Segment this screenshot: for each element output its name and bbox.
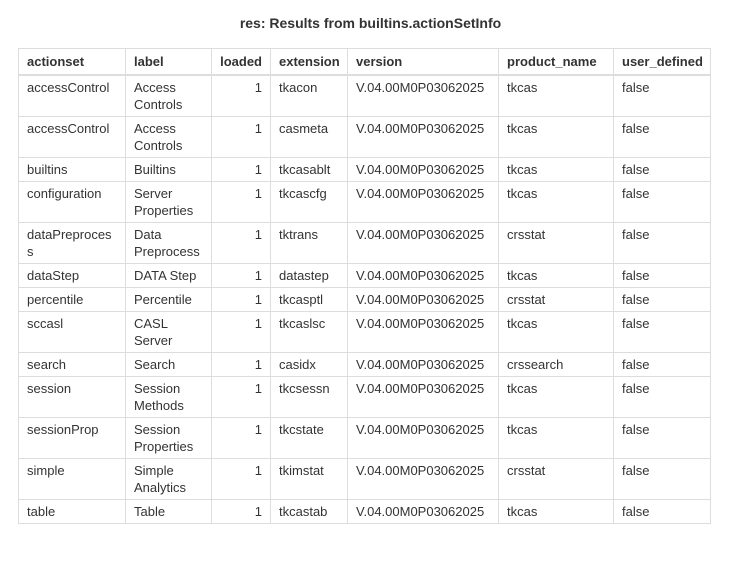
cell-actionset: accessControl	[19, 117, 126, 158]
cell-label: Data Preprocess	[126, 223, 212, 264]
column-header-label: label	[126, 49, 212, 76]
cell-version: V.04.00M0P03062025	[348, 288, 499, 312]
table-row	[19, 75, 711, 117]
cell-version: V.04.00M0P03062025	[348, 500, 499, 524]
cell-version: V.04.00M0P03062025	[348, 353, 499, 377]
column-header-user_defined: user_defined	[614, 49, 711, 76]
cell-label: Server Properties	[126, 182, 212, 223]
cell-product_name: tkcas	[499, 312, 614, 353]
cell-user_defined: false	[614, 500, 711, 524]
cell-product_name: crsstat	[499, 288, 614, 312]
cell-extension: casidx	[271, 353, 348, 377]
cell-version: V.04.00M0P03062025	[348, 459, 499, 500]
actionsetinfo-table	[18, 48, 711, 524]
cell-actionset: accessControl	[19, 75, 126, 117]
cell-loaded: 1	[212, 158, 271, 182]
cell-version: V.04.00M0P03062025	[348, 223, 499, 264]
column-header-product_name: product_name	[499, 49, 614, 76]
table-body	[19, 75, 711, 524]
cell-label: Session Properties	[126, 418, 212, 459]
column-header-loaded: loaded	[212, 49, 271, 76]
table-row	[19, 312, 711, 353]
cell-user_defined: false	[614, 75, 711, 117]
cell-label: Access Controls	[126, 117, 212, 158]
cell-loaded: 1	[212, 377, 271, 418]
cell-version: V.04.00M0P03062025	[348, 418, 499, 459]
column-header-version: version	[348, 49, 499, 76]
cell-user_defined: false	[614, 117, 711, 158]
cell-extension: tkimstat	[271, 459, 348, 500]
table-header	[19, 49, 711, 76]
table-row	[19, 353, 711, 377]
table-row	[19, 418, 711, 459]
cell-product_name: tkcas	[499, 500, 614, 524]
cell-user_defined: false	[614, 264, 711, 288]
cell-actionset: session	[19, 377, 126, 418]
cell-product_name: tkcas	[499, 75, 614, 117]
cell-extension: tkcastab	[271, 500, 348, 524]
cell-actionset: percentile	[19, 288, 126, 312]
table-row	[19, 223, 711, 264]
cell-extension: tkcaslsc	[271, 312, 348, 353]
table-row	[19, 117, 711, 158]
cell-label: CASL Server	[126, 312, 212, 353]
table-header-row	[19, 49, 711, 76]
cell-extension: casmeta	[271, 117, 348, 158]
table-row	[19, 182, 711, 223]
cell-product_name: tkcas	[499, 117, 614, 158]
cell-label: Builtins	[126, 158, 212, 182]
cell-loaded: 1	[212, 117, 271, 158]
cell-extension: tkacon	[271, 75, 348, 117]
cell-version: V.04.00M0P03062025	[348, 75, 499, 117]
cell-extension: tkcsessn	[271, 377, 348, 418]
cell-actionset: sccasl	[19, 312, 126, 353]
cell-product_name: crssearch	[499, 353, 614, 377]
results-title: res: Results from builtins.actionSetInfo	[239, 15, 502, 31]
cell-product_name: tkcas	[499, 182, 614, 223]
cell-actionset: dataPreprocess	[19, 223, 126, 264]
column-header-actionset: actionset	[19, 49, 126, 76]
cell-loaded: 1	[212, 500, 271, 524]
table-row	[19, 459, 711, 500]
cell-version: V.04.00M0P03062025	[348, 117, 499, 158]
table-row	[19, 500, 711, 524]
table-row	[19, 377, 711, 418]
cell-product_name: crsstat	[499, 223, 614, 264]
cell-user_defined: false	[614, 182, 711, 223]
cell-label: Simple Analytics	[126, 459, 212, 500]
cell-label: Session Methods	[126, 377, 212, 418]
cell-extension: tkcasablt	[271, 158, 348, 182]
cell-product_name: tkcas	[499, 264, 614, 288]
cell-user_defined: false	[614, 377, 711, 418]
cell-version: V.04.00M0P03062025	[348, 377, 499, 418]
cell-product_name: tkcas	[499, 158, 614, 182]
cell-loaded: 1	[212, 182, 271, 223]
cell-extension: tktrans	[271, 223, 348, 264]
cell-label: Search	[126, 353, 212, 377]
cell-loaded: 1	[212, 288, 271, 312]
cell-user_defined: false	[614, 223, 711, 264]
cell-user_defined: false	[614, 459, 711, 500]
cell-product_name: tkcas	[499, 418, 614, 459]
cell-product_name: crsstat	[499, 459, 614, 500]
cell-label: Percentile	[126, 288, 212, 312]
cell-loaded: 1	[212, 223, 271, 264]
cell-actionset: configuration	[19, 182, 126, 223]
table-row	[19, 288, 711, 312]
cell-label: Table	[126, 500, 212, 524]
cell-loaded: 1	[212, 353, 271, 377]
cell-user_defined: false	[614, 288, 711, 312]
cell-loaded: 1	[212, 418, 271, 459]
cell-loaded: 1	[212, 459, 271, 500]
cell-label: Access Controls	[126, 75, 212, 117]
cell-user_defined: false	[614, 158, 711, 182]
cell-user_defined: false	[614, 312, 711, 353]
cell-actionset: search	[19, 353, 126, 377]
cell-user_defined: false	[614, 353, 711, 377]
cell-user_defined: false	[614, 418, 711, 459]
cell-loaded: 1	[212, 312, 271, 353]
cell-version: V.04.00M0P03062025	[348, 312, 499, 353]
cell-actionset: simple	[19, 459, 126, 500]
cell-label: DATA Step	[126, 264, 212, 288]
cell-version: V.04.00M0P03062025	[348, 264, 499, 288]
cell-loaded: 1	[212, 75, 271, 117]
cell-version: V.04.00M0P03062025	[348, 158, 499, 182]
cell-actionset: sessionProp	[19, 418, 126, 459]
table-row	[19, 264, 711, 288]
cell-actionset: table	[19, 500, 126, 524]
cell-extension: tkcasptl	[271, 288, 348, 312]
cell-version: V.04.00M0P03062025	[348, 182, 499, 223]
column-header-extension: extension	[271, 49, 348, 76]
cell-actionset: builtins	[19, 158, 126, 182]
cell-product_name: tkcas	[499, 377, 614, 418]
cell-extension: tkcascfg	[271, 182, 348, 223]
cell-extension: datastep	[271, 264, 348, 288]
cell-extension: tkcstate	[271, 418, 348, 459]
table-row	[19, 158, 711, 182]
cell-actionset: dataStep	[19, 264, 126, 288]
cell-loaded: 1	[212, 264, 271, 288]
